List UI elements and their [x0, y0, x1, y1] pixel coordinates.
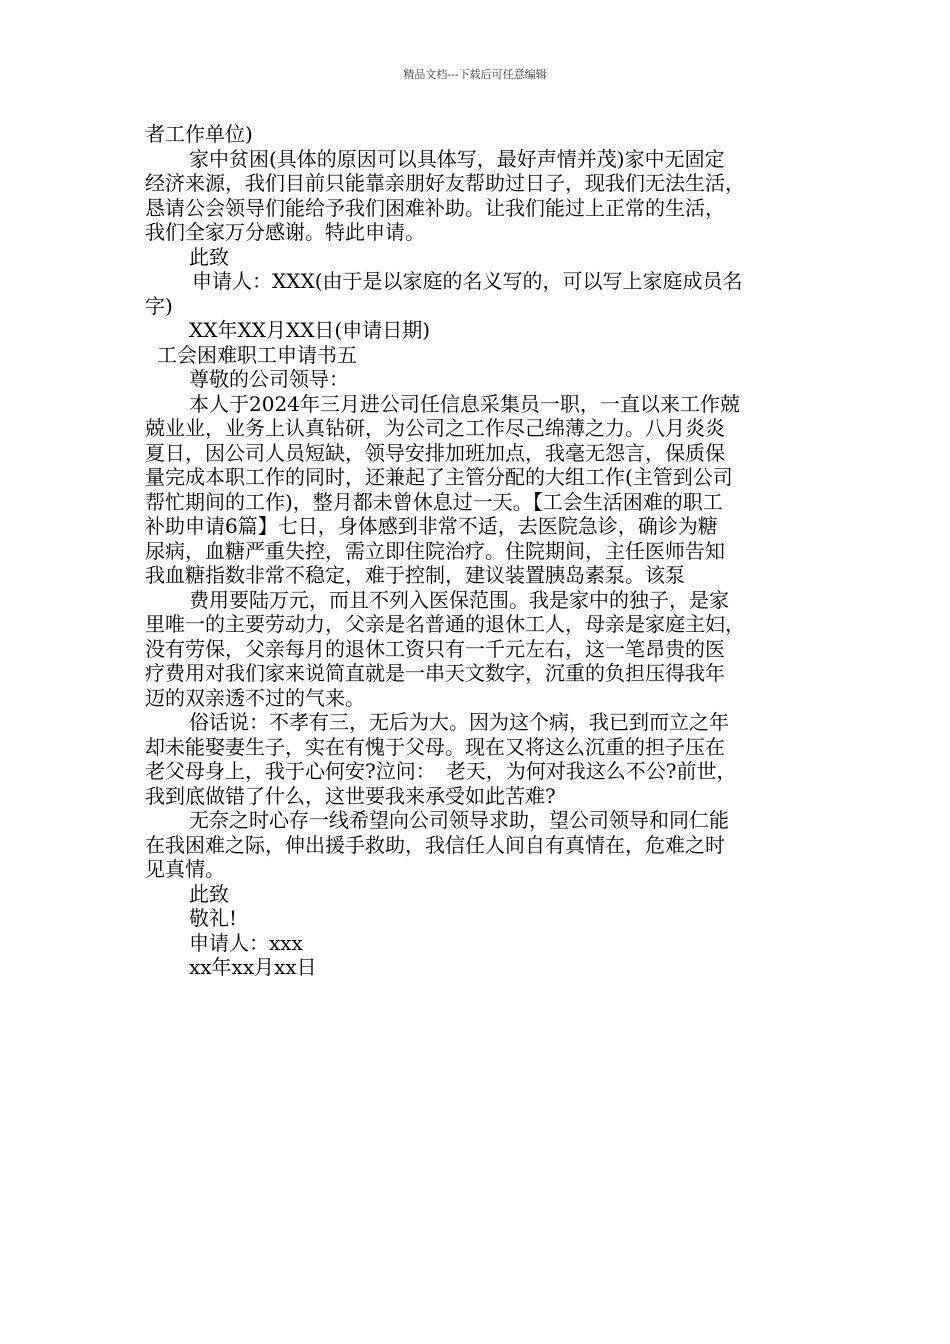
text-line: 我们全家万分感谢。特此申请。	[145, 220, 425, 244]
text-line: 量完成本职工作的同时，还兼起了主管分配的大组工作(主管到公司	[145, 465, 733, 489]
text-line: 尊敬的公司领导：	[189, 367, 349, 391]
text-line: 疗费用对我们家来说简直就是一串天文数字，沉重的负担压得我年	[145, 661, 725, 685]
text-line: 夏日，因公司人员短缺，领导安排加班加点，我毫无怨言，保质保	[145, 440, 725, 465]
text-line: 补助申请6篇】七日，身体感到非常不适，去医院急诊，确诊为糖	[145, 514, 718, 538]
text-line: 恳请公会领导们能给予我们困难补助。让我们能过上正常的生活，	[145, 195, 725, 220]
text-line: 帮忙期间的工作)，整月都未曾休息过一天。【工会生活困难的职工	[145, 489, 723, 514]
text-line: xx年xx月xx日	[189, 955, 317, 979]
text-line: 我血糖指数非常不稳定，难于控制，建议装置胰岛素泵。该泵	[145, 563, 685, 587]
text-line: 字)	[145, 293, 173, 318]
text-line: 里唯一的主要劳动力，父亲是名普通的退休工人，母亲是家庭主妇，	[145, 612, 745, 636]
text-line: 家中贫困(具体的原因可以具体写，最好声情并茂)家中无固定	[189, 146, 725, 171]
text-line: 敬礼!	[189, 906, 238, 930]
page-header: 精品文档---下载后可任意编辑	[403, 68, 547, 81]
text-line: 此致	[189, 244, 229, 269]
text-line: 费用要陆万元，而且不列入医保范围。我是家中的独子，是家	[189, 587, 729, 612]
text-line: 我到底做错了什么，这世要我来承受如此苦难?	[145, 783, 556, 808]
text-line: 此致	[189, 881, 229, 906]
text-line: 无奈之时心存一线希望向公司领导求助，望公司领导和同仁能	[189, 808, 729, 832]
document-body	[145, 122, 825, 980]
text-line: 老父母身上，我于心何安?泣问： 老天，为何对我这么不公?前世，	[145, 759, 737, 783]
text-line: 本人于2024年三月进公司任信息采集员一职，一直以来工作兢	[189, 391, 740, 416]
text-line: 兢业业，业务上认真钻研，为公司之工作尽己绵薄之力。八月炎炎	[145, 416, 725, 440]
text-line: XX年XX月XX日(申请日期)	[189, 318, 431, 342]
text-line: 却未能娶妻生子，实在有愧于父母。现在又将这么沉重的担子压在	[145, 734, 725, 759]
text-line: 经济来源，我们目前只能靠亲朋好友帮助过日子，现我们无法生活，	[145, 171, 745, 195]
text-line: 迈的双亲透不过的气来。	[145, 685, 365, 710]
text-line: 尿病，血糖严重失控，需立即住院治疗。住院期间，主任医师告知	[145, 538, 725, 563]
text-line: 者工作单位)	[145, 122, 253, 146]
text-line: 工会困难职工申请书五	[157, 342, 357, 367]
text-line: 申请人：xxx	[189, 930, 303, 955]
text-line: 在我困难之际，伸出援手救助，我信任人间自有真情在，危难之时	[145, 832, 725, 857]
text-line: 见真情。	[145, 857, 225, 881]
text-line: 没有劳保，父亲每月的退休工资只有一千元左右，这一笔昂贵的医	[145, 636, 725, 661]
text-line: 俗话说：不孝有三，无后为大。因为这个病，我已到而立之年	[189, 710, 729, 734]
text-line: 申请人：XXX(由于是以家庭的名义写的，可以写上家庭成员名	[192, 269, 743, 293]
